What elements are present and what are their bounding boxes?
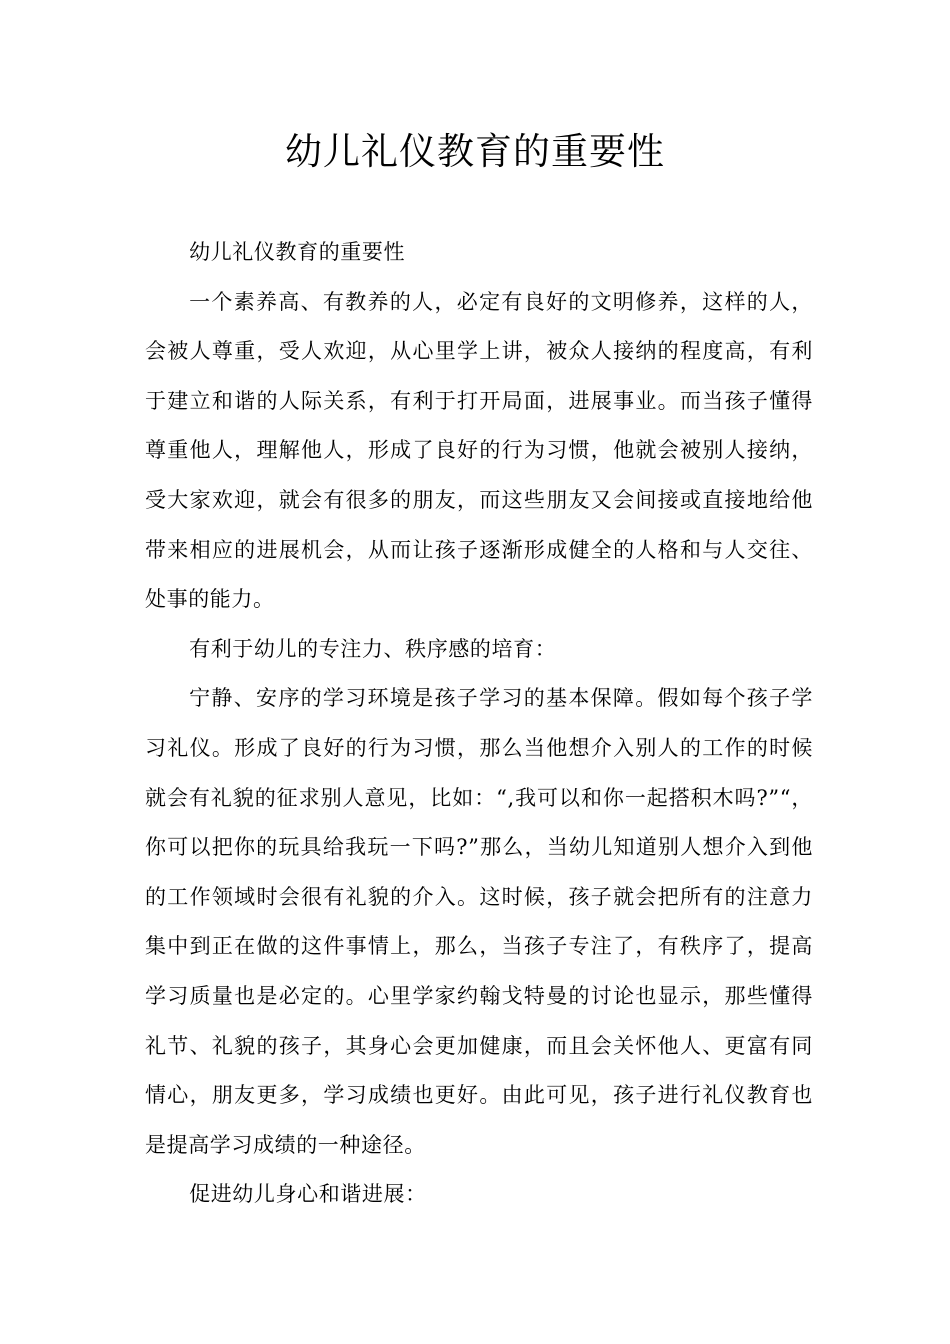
document-title: 幼儿礼仪教育的重要性 xyxy=(285,130,665,173)
paragraph-heading-harmony: 促进幼儿身心和谐进展： xyxy=(189,1182,427,1207)
paragraph-subtitle: 幼儿礼仪教育的重要性 xyxy=(189,240,406,264)
paragraph-heading-focus: 有利于幼儿的专注力、秩序感的培育： xyxy=(189,636,557,661)
document-body xyxy=(145,228,813,1220)
paragraph-intro: 一个素养高、有教养的人，必定有良好的文明修养，这样的人，会被人尊重，受人欢迎，从心里学上讲，被众人接纳的程度高，有利于建立和谐的人际关系，有利于打开局面，进展事业。而当孩子懂得尊重他人，理解他人，形成了良好的行为习惯，他就会被别人接纳，受大家欢迎，就会有很多的朋友，而这些朋友又会间接或直接地给他带来相应的进展机会，从而让孩子逐渐形成健全的人格和与人交往、处事的能力。 xyxy=(145,289,813,612)
paragraph-focus: 宁静、安序的学习环境是孩子学习的基本保障。假如每个孩子学习礼仪。形成了良好的行为习惯，那么当他想介入别人的工作的时候就会有礼貌的征求别人意见，比如：“,我可以和你一起搭积木吗?”“，你可以把你的玩具给我玩一下吗?”那么，当幼儿知道别人想介入到他的工作领域时会很有礼貌的介入。这时候，孩子就会把所有的注意力集中到正在做的这件事情上，那么，当孩子专注了，有秩序了，提高学习质量也是必定的。心里学家约翰戈特曼的讨论也显示，那些懂得礼节、礼貌的孩子，其身心会更加健康，而且会关怀他人、更富有同情心，朋友更多，学习成绩也更好。由此可见，孩子进行礼仪教育也是提高学习成绩的一种途径。 xyxy=(145,686,813,1157)
